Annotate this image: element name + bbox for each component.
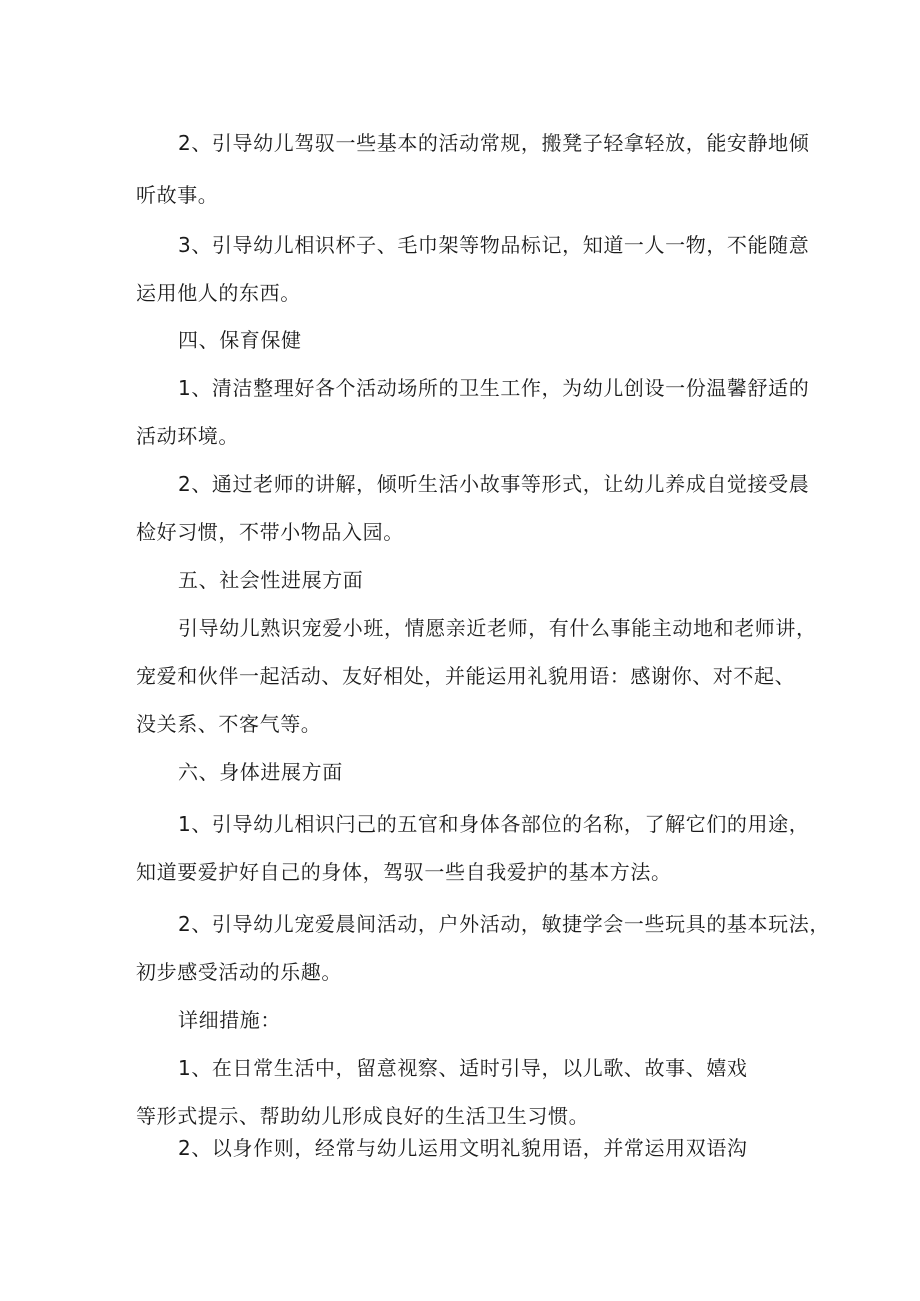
text-line: 没关系、不客气等。: [136, 712, 322, 736]
text-line: 听故事。: [136, 183, 219, 207]
section-heading: 详细措施：: [178, 1008, 281, 1032]
text-line: 活动环境。: [136, 424, 239, 448]
text-line: 2、以身作则，经常与幼儿运用文明礼貌用语，并常运用双语沟: [178, 1136, 748, 1160]
section-heading: 六、身体进展方面: [178, 760, 343, 784]
section-heading: 五、社会性进展方面: [178, 568, 364, 592]
section-heading: 四、保育保健: [178, 328, 302, 352]
text-line: 等形式提示、帮助幼儿形成良好的生活卫生习惯。: [136, 1104, 590, 1128]
text-line: 初步感受活动的乐趣。: [136, 960, 342, 984]
text-line: 2、引导幼儿宠爱晨间活动，户外活动，敏捷学会一些玩具的基本玩法，: [178, 912, 830, 936]
text-line: 宠爱和伙伴一起活动、友好相处，并能运用礼貌用语：感谢你、对不起、: [136, 664, 796, 688]
text-line: 3、引导幼儿相识杯子、毛巾架等物品标记，知道一人一物，不能随意: [178, 233, 810, 257]
text-line: 1、清洁整理好各个活动场所的卫生工作，为幼儿创设一份温馨舒适的: [178, 376, 810, 400]
text-line: 运用他人的东西。: [136, 281, 301, 305]
text-line: 检好习惯，不带小物品入园。: [136, 520, 404, 544]
text-line: 知道要爱护好自己的身体，驾驭一些自我爱护的基本方法。: [136, 860, 672, 884]
text-line: 2、引导幼儿驾驭一些基本的活动常规，搬凳子轻拿轻放，能安静地倾: [178, 131, 810, 155]
text-line: 1、在日常生活中，留意视察、适时引导，以儿歌、故事、嬉戏: [178, 1056, 748, 1080]
text-line: 引导幼儿熟识宠爱小班，情愿亲近老师，有什么事能主动地和老师讲，: [178, 616, 817, 640]
text-line: 2、通过老师的讲解，倾听生活小故事等形式，让幼儿养成自觉接受晨: [178, 472, 810, 496]
text-line: 1、引导幼儿相识闩己的五官和身体各部位的名称，了解它们的用途，: [178, 812, 810, 836]
